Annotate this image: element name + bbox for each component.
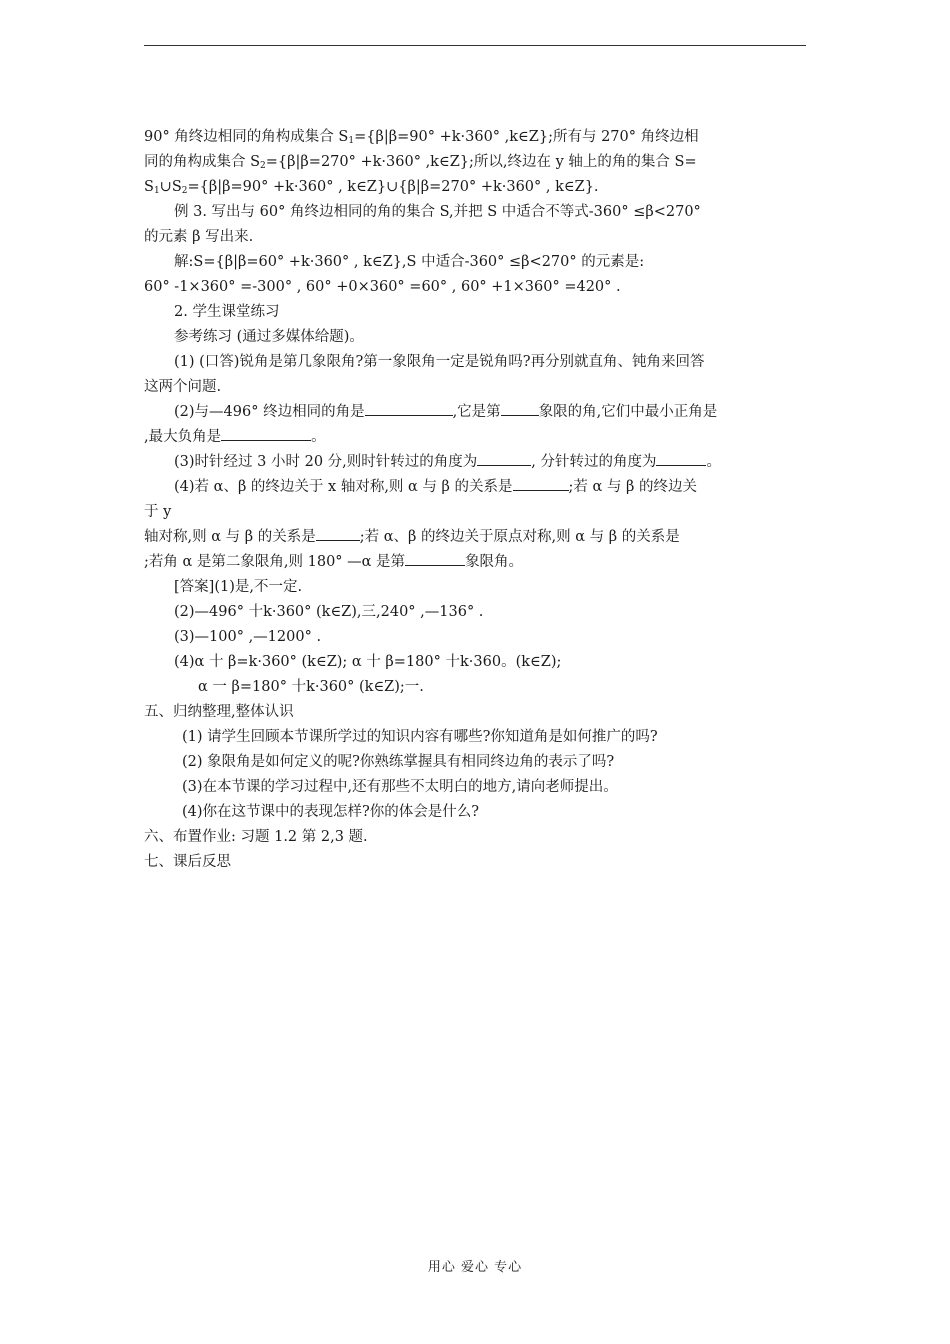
answer-3: (3)—100° ,—1200° . — [174, 629, 322, 645]
text-line: 90° 角终边相同的角构成集合 $S_1=\{\beta|\beta=90^\circ +k\cdot 360^\circ$ ,k∈Z};所有与 270° 角终边相 — [144, 129, 699, 146]
document-body — [144, 125, 806, 875]
answer-4: (4)α 十 β=k·360° (k∈Z); α 十 β=180° 十k·360。(k∈Z); — [174, 654, 562, 670]
section-5-heading: 五、归纳整理,整体认识 — [144, 704, 294, 720]
answer-1: [答案](1)是,不一定. — [174, 579, 303, 595]
practice-intro: 参考练习 (通过多媒体给题)。 — [174, 329, 364, 345]
review-item: (2) 象限角是如何定义的呢?你熟练掌握具有相同终边角的表示了吗? — [182, 754, 615, 770]
answer-4-cont: α 一 β=180° 十k·360° (k∈Z);一. — [198, 679, 424, 695]
text-line: $S_1\cup S_2=\{\beta|\beta=90^\circ +k\cdot 360^\circ$ , k∈Z}∪{β|β=270° +k·360° , k∈Z}. — [144, 179, 599, 196]
question-2-cont: ,最大负角是 。 — [144, 425, 806, 450]
review-item: (3)在本节课的学习过程中,还有那些不太明白的地方,请向老师提出。 — [182, 779, 618, 795]
text-line: 同的角构成集合 $S_2=\{\beta|\beta=270^\circ +k\cdot 360^\circ$ ,k∈Z};所以,终边在 y 轴上的角的集合 S= — [144, 154, 697, 171]
section-6-heading: 六、布置作业: 习题 1.2 第 2,3 题. — [144, 829, 368, 845]
answer-blank — [316, 526, 360, 541]
question-4-cont: ;若角 α 是第二象限角,则 180° —α 是第 象限角。 — [144, 550, 806, 575]
question-4: (4)若 α、β 的终边关于 x 轴对称,则 α 与 β 的关系是 ;若 α 与 β 的终边关 — [144, 475, 806, 500]
solution-cont: 60° -1×360° =-300° , 60° +0×360° =60° , 60° +1×360° =420° . — [144, 279, 621, 295]
page-footer: 用心 爱心 专心 — [427, 1260, 523, 1275]
section-7-heading: 七、课后反思 — [144, 854, 231, 870]
answer-blank — [656, 451, 706, 466]
review-item: (1) 请学生回顾本节课所学过的知识内容有哪些?你知道角是如何推广的吗? — [182, 729, 658, 745]
answer-blank — [501, 401, 539, 416]
answer-blank — [405, 551, 465, 566]
section-heading: 2. 学生课堂练习 — [174, 304, 280, 320]
question-1-cont: 这两个问题. — [144, 379, 222, 395]
question-3: (3)时针经过 3 小时 20 分,则时针转过的角度为 , 分针转过的角度为 。 — [144, 450, 806, 475]
answer-blank — [477, 451, 531, 466]
header-rule — [144, 45, 806, 46]
question-2: (2)与—496° 终边相同的角是 ,它是第 象限的角,它们中最小正角是 — [144, 400, 806, 425]
question-4-cont: 于 y — [144, 504, 172, 520]
answer-2: (2)—496° 十k·360° (k∈Z),三,240° ,—136° . — [174, 604, 484, 620]
solution: 解:S={β|β=60° +k·360° , k∈Z},S 中适合-360° ≤β<270° 的元素是: — [174, 254, 645, 270]
answer-blank — [365, 401, 453, 416]
example-3-cont: 的元素 β 写出来. — [144, 229, 254, 245]
question-4-cont: 轴对称,则 α 与 β 的关系是 ;若 α、β 的终边关于原点对称,则 α 与 β 的关系是 — [144, 525, 806, 550]
question-1: (1) (口答)锐角是第几象限角?第一象限角一定是锐角吗?再分别就直角、钝角来回答 — [174, 354, 705, 370]
example-3: 例 3. 写出与 60° 角终边相同的角的集合 S,并把 S 中适合不等式-360° ≤β<270° — [174, 204, 701, 220]
review-item: (4)你在这节课中的表现怎样?你的体会是什么? — [182, 804, 480, 820]
answer-blank — [221, 426, 311, 441]
answer-blank — [513, 476, 569, 491]
